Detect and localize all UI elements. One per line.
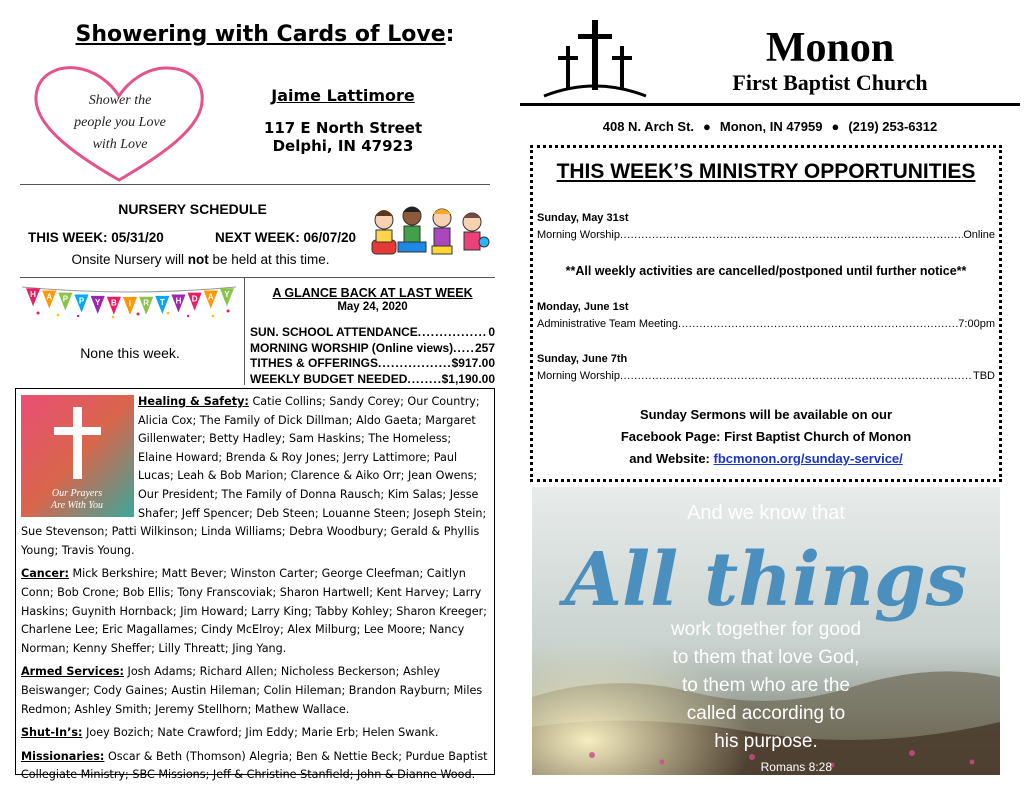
glance-row — [250, 356, 495, 372]
card-recipient — [258, 86, 428, 155]
svg-text:called according to: called according to — [686, 703, 846, 724]
glance-title: A GLANCE BACK AT LAST WEEK — [272, 286, 473, 300]
prayer-names: Joey Bozich; Nate Crawford; Jim Eddy; Marie Erb; Helen Swank. — [86, 726, 439, 740]
church-contact-line — [540, 119, 1000, 134]
svg-text:work together for good: work together for good — [670, 619, 862, 640]
prayer-category: Healing & Safety: — [138, 395, 249, 408]
cancellation-notice: **All weekly activities are cancelled/postponed until further notice** — [565, 264, 967, 278]
nursery-title: NURSERY SCHEDULE — [118, 201, 267, 217]
glance-value: $917.00 — [451, 356, 495, 370]
svg-text:B: B — [110, 298, 117, 308]
header-rule — [520, 103, 1020, 106]
prayer-category: Shut-In’s: — [21, 726, 83, 740]
banner-flag — [123, 297, 137, 315]
glance-value: 257 — [474, 340, 495, 355]
svg-text:R: R — [143, 298, 150, 308]
svg-text:P: P — [78, 296, 85, 306]
scripture-image — [532, 487, 1000, 775]
event-item: Morning Worship — [537, 229, 620, 241]
prayer-category: Armed Services: — [21, 665, 124, 679]
divider — [20, 184, 490, 185]
sermons-line: Facebook Page: First Baptist Church of Monon — [620, 429, 912, 444]
recipient-city: Delphi, IN 47923 — [272, 137, 414, 155]
prayer-names: Catie Collins; Sandy Corey; Our Country; Alicia Cox; The Family of Dick Dillman; Aldo Gaeta; Margaret Gillenwater; Betty Hadley; Sam Haskins; The Homeless; Elaine Howard; Brenda & Roy Jones; Jerry Lattimore; Paul Lucas; Leah & Bob Marion; Clarence & Aiko Orr; Jean Owens; Our President; The Family of Donna Rausch; Kim Salas; Jesse Shafer; Jeff Spencer; Deb Steen; Louanne Steen; Joseph Stein; Sue Stevenson; Patti Wilkinson; Linda Williams; Debra Woodbury; Gerald & Phyllis Young; Travis Young. — [21, 395, 487, 557]
svg-text:H: H — [30, 290, 36, 300]
church-name-sub: First Baptist Church — [732, 70, 928, 95]
glance-label: TITHES & OFFERINGS — [250, 356, 379, 370]
banner-flag — [171, 294, 185, 312]
birthdays-text: None this week. — [80, 345, 180, 361]
children-clipart-icon — [368, 202, 490, 260]
banner-flag — [91, 296, 105, 314]
svg-text:his purpose.: his purpose. — [714, 731, 818, 752]
church-name — [680, 26, 980, 96]
banner-flag — [155, 296, 169, 314]
banner-flag — [139, 297, 153, 315]
ministry-event — [537, 353, 995, 382]
ministry-event — [537, 212, 995, 241]
svg-text:All things: All things — [564, 537, 968, 623]
website-link[interactable]: fbcmonon.org/sunday-service/ — [713, 451, 903, 466]
heart-message — [50, 90, 190, 156]
sermons-line: and Website: — [629, 451, 714, 466]
prayer-list-text — [21, 393, 488, 790]
event-day: Sunday, May 31st — [537, 212, 629, 224]
svg-text:to them who are the: to them who are the — [682, 675, 850, 696]
banner-flag — [107, 297, 121, 315]
svg-text:A: A — [207, 292, 214, 302]
event-value: TBD — [973, 370, 995, 382]
prayer-category: Cancer: — [21, 567, 69, 581]
happy-birthday-banner — [18, 283, 240, 319]
event-value: Online — [963, 229, 995, 241]
event-item: Administrative Team Meeting — [537, 318, 679, 330]
prayer-names: Josh Adams; Richard Allen; Nicholess Beckerson; Ashley Beiswanger; Cody Gaines; Austin Hileman; Colin Hileman; Brandon Rayburn; Miles Redmon; Ashley Smith; Jeremy Stellhorn; Mathew Wallace. — [21, 665, 483, 716]
svg-text:Y: Y — [95, 297, 101, 307]
svg-text:Are With You: Are With You — [50, 500, 104, 511]
church-city: Monon, IN 47959 — [719, 119, 823, 134]
glance-label: WEEKLY BUDGET NEEDED — [250, 371, 408, 386]
prayer-names: Oscar & Beth (Thomson) Alegria; Ben & Nettie Beck; Purdue Baptist Collegiate Ministry; SBC Missions; Jeff & Christine Stanfield; John & Dianne Wood. — [21, 749, 488, 782]
svg-text:I: I — [128, 299, 132, 308]
svg-text:H: H — [175, 296, 182, 306]
cards-of-love-title: Showering with Cards of Love: — [75, 22, 455, 47]
divider — [20, 277, 495, 278]
bullet-icon: ● — [831, 119, 840, 134]
glance-row — [250, 372, 495, 388]
three-crosses-logo-icon — [540, 16, 650, 104]
glance-row — [250, 325, 495, 341]
banner-flag — [188, 293, 202, 311]
banner-flag — [26, 288, 40, 306]
prayer-section — [21, 565, 488, 658]
nursery-this-week: THIS WEEK: 05/31/20 — [28, 230, 164, 245]
nursery-note: Onsite Nursery will not be held at this time. — [71, 252, 330, 267]
banner-flag — [204, 291, 218, 309]
heart-line: with Love — [92, 137, 148, 152]
glance-back-panel — [250, 286, 495, 387]
ministry-title: THIS WEEK’S MINISTRY OPPORTUNITIES — [556, 160, 976, 183]
svg-text:T: T — [159, 297, 165, 307]
event-item: Morning Worship — [537, 370, 620, 382]
church-name-main: Monon — [765, 25, 895, 71]
prayer-section — [21, 663, 488, 719]
svg-text:A: A — [46, 292, 53, 302]
glance-label: SUN. SCHOOL ATTENDANCE — [250, 325, 418, 339]
banner-flag — [220, 288, 234, 306]
prayer-section — [21, 724, 488, 743]
bullet-icon: ● — [703, 119, 711, 134]
event-value: 7:00pm — [958, 318, 995, 330]
svg-text:And we know that: And we know that — [687, 502, 845, 524]
svg-text:Romans 8:28: Romans 8:28 — [760, 760, 832, 774]
event-day: Sunday, June 7th — [537, 353, 628, 365]
svg-text:Our Prayers: Our Prayers — [51, 488, 103, 499]
sermons-line: Sunday Sermons will be available on our — [639, 407, 893, 422]
glance-date: May 24, 2020 — [337, 301, 408, 313]
svg-text:Y: Y — [224, 290, 230, 300]
banner-flag — [58, 293, 72, 311]
svg-text:D: D — [191, 294, 198, 304]
heart-line: Shower the — [88, 93, 152, 108]
nursery-next-week: NEXT WEEK: 06/07/20 — [215, 230, 357, 245]
ministry-event — [537, 301, 995, 330]
svg-text:to them that love God,: to them that love God, — [672, 647, 860, 668]
event-day: Monday, June 1st — [537, 301, 629, 313]
glance-row — [250, 341, 495, 357]
prayer-section — [21, 748, 488, 785]
column-divider — [244, 277, 245, 385]
svg-text:P: P — [62, 294, 69, 304]
sermons-notice — [533, 404, 999, 470]
glance-value: $1,190.00 — [441, 371, 495, 386]
banner-flag — [74, 294, 88, 312]
banner-flag — [42, 291, 56, 309]
prayer-names: Mick Berkshire; Matt Bever; Winston Carter; George Cleefman; Caitlyn Conn; Bob Crone; Bob Ellis; Tony Franscoviak; Sharon Hartwell; Kent Harvey; Larry Haskins; Guynith Hornback; Jim Howard; Larry King; Tabby Kohley; Sharon Kreeger; Charlene Lee; Eric Magallames; Cindy McElroy; Alex Milburg; Lee Moore; Nancy Norman; Kenny Sheffer; Lilly Threatt; Jing Yang. — [21, 567, 487, 655]
church-address: 408 N. Arch St. — [602, 119, 695, 134]
recipient-street: 117 E North Street — [263, 119, 423, 137]
glance-label: MORNING WORSHIP (Online views) — [250, 340, 454, 355]
heart-line: people you Love — [74, 115, 166, 130]
recipient-name: Jaime Lattimore — [271, 86, 415, 105]
prayer-category: Missionaries: — [21, 749, 105, 763]
glance-value: 0 — [488, 325, 495, 339]
church-phone: (219) 253-6312 — [848, 119, 938, 134]
